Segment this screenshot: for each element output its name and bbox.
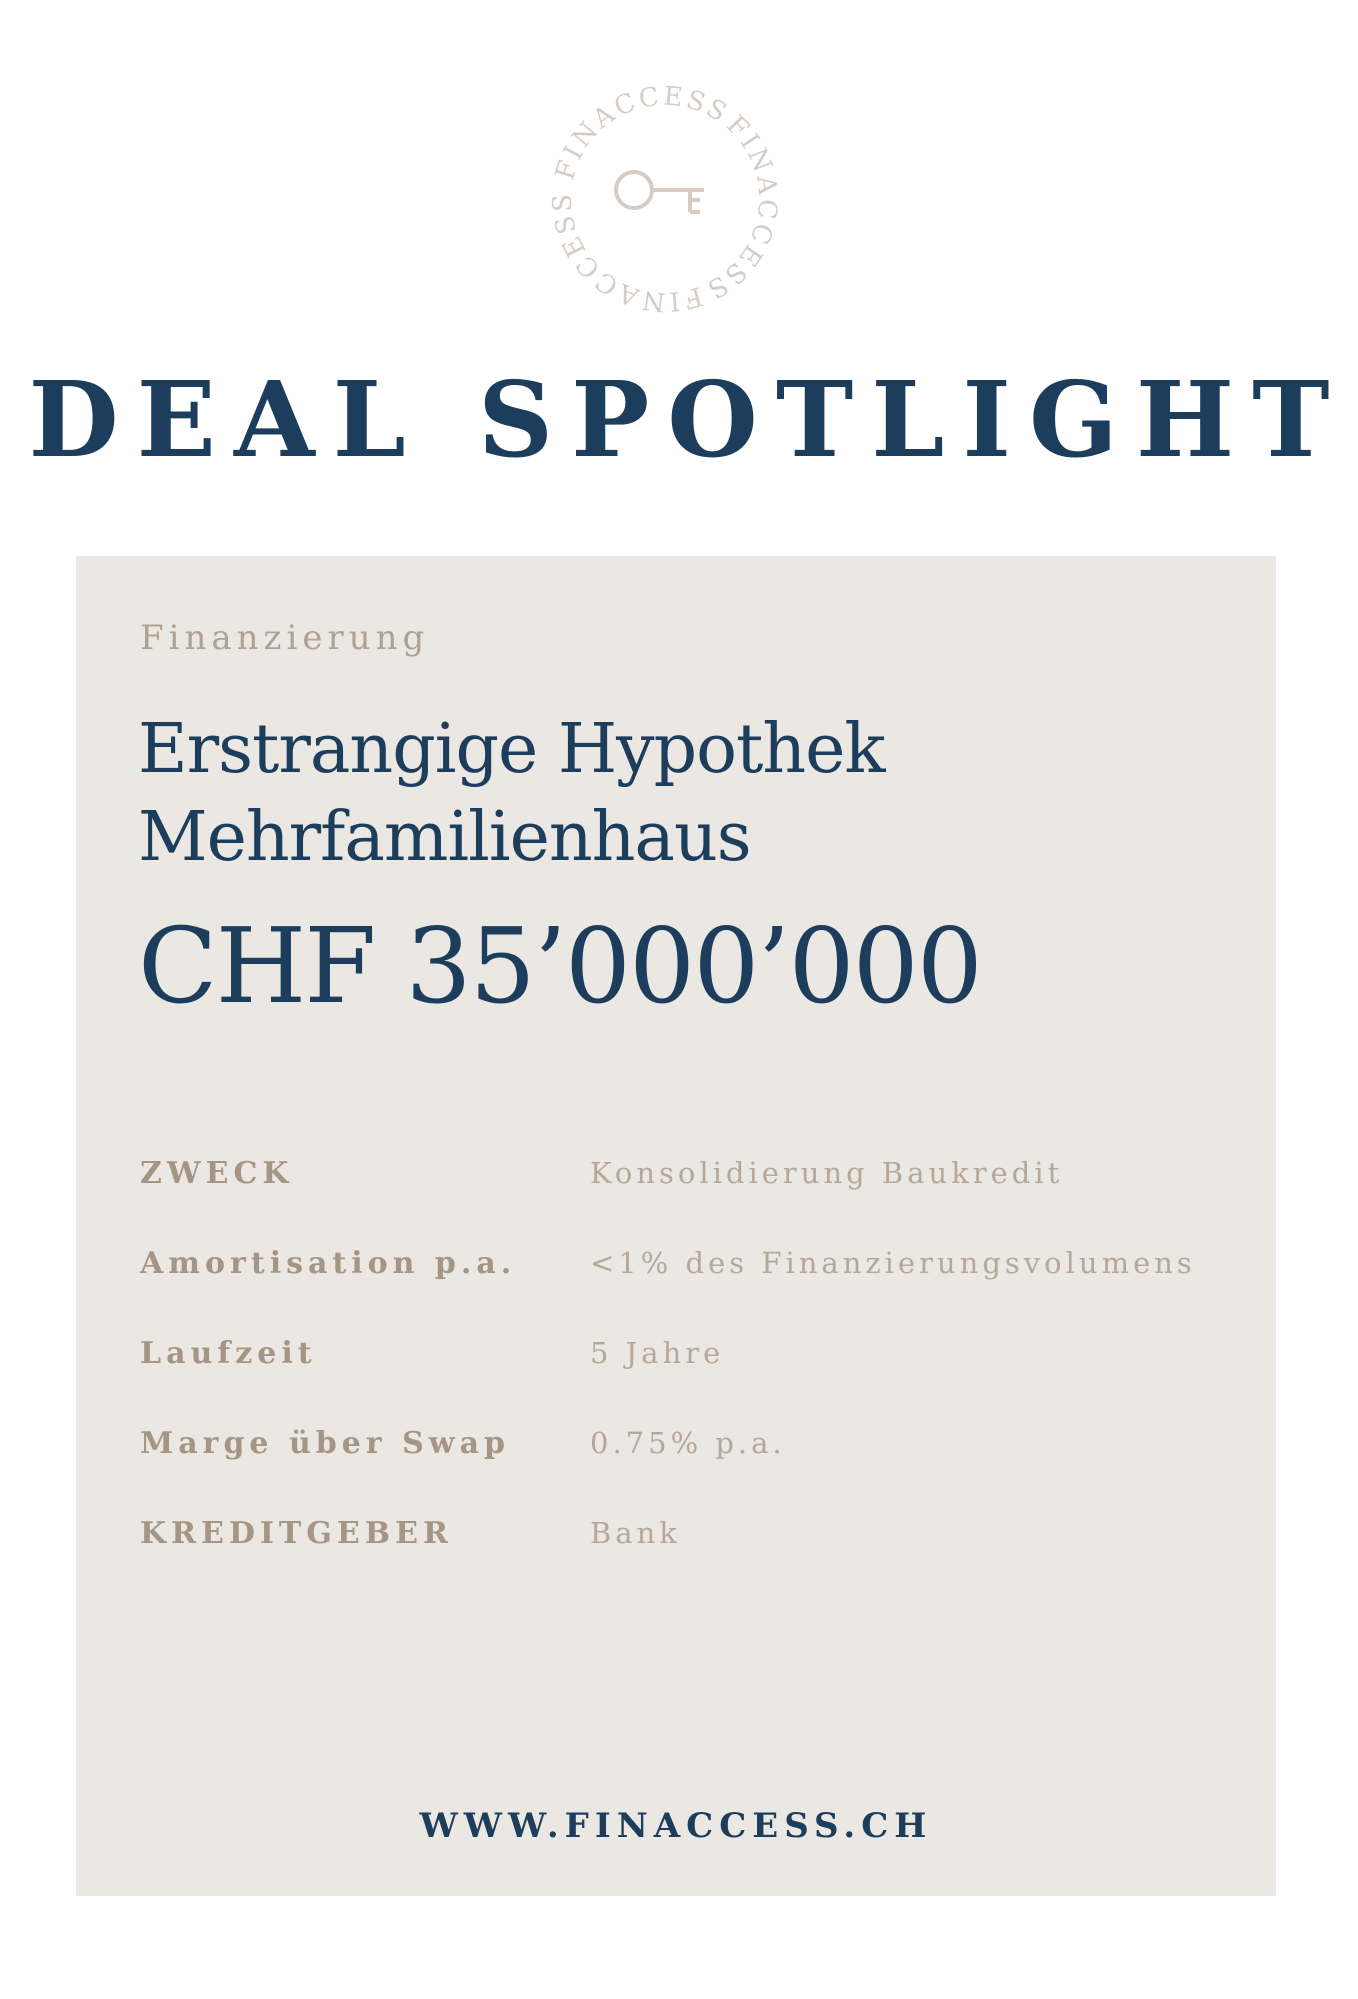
website-link[interactable]: WWW.FINACCESS.CH	[419, 1806, 933, 1846]
detail-row-laufzeit	[140, 1336, 1260, 1426]
detail-label: KREDITGEBER	[140, 1516, 453, 1551]
deal-title-line-1: Erstrangige Hypothek	[138, 710, 885, 789]
page-headline: DEAL SPOTLIGHT	[28, 358, 1348, 481]
detail-row-zweck	[140, 1156, 1260, 1246]
detail-value: <1% des Finanzierungsvolumens	[590, 1246, 1196, 1280]
deal-category: Finanzierung	[140, 618, 430, 658]
detail-row-kreditgeber	[140, 1516, 1260, 1606]
key-seal-icon	[540, 74, 790, 324]
detail-value: Bank	[590, 1516, 681, 1550]
detail-label: ZWECK	[140, 1156, 294, 1191]
detail-value: 5 Jahre	[590, 1336, 725, 1370]
detail-label: Laufzeit	[140, 1336, 317, 1371]
deal-title	[138, 706, 885, 882]
svg-text:FINACCESS: FINACCESS	[547, 190, 706, 317]
detail-value: Konsolidierung Baukredit	[590, 1156, 1064, 1190]
svg-text:FINACCESS: FINACCESS	[550, 81, 735, 184]
detail-row-marge	[140, 1426, 1260, 1516]
detail-label: Amortisation p.a.	[140, 1246, 517, 1281]
detail-value: 0.75% p.a.	[590, 1426, 786, 1460]
detail-label: Marge über Swap	[140, 1426, 510, 1461]
svg-text:FINACCESS: FINACCESS	[699, 110, 783, 306]
deal-title-line-2: Mehrfamilienhaus	[138, 798, 751, 877]
deal-details	[140, 1156, 1260, 1606]
deal-amount: CHF 35’000’000	[138, 905, 981, 1027]
detail-row-amortisation	[140, 1246, 1260, 1336]
finaccess-logo	[540, 74, 790, 324]
deal-card	[76, 556, 1276, 1896]
